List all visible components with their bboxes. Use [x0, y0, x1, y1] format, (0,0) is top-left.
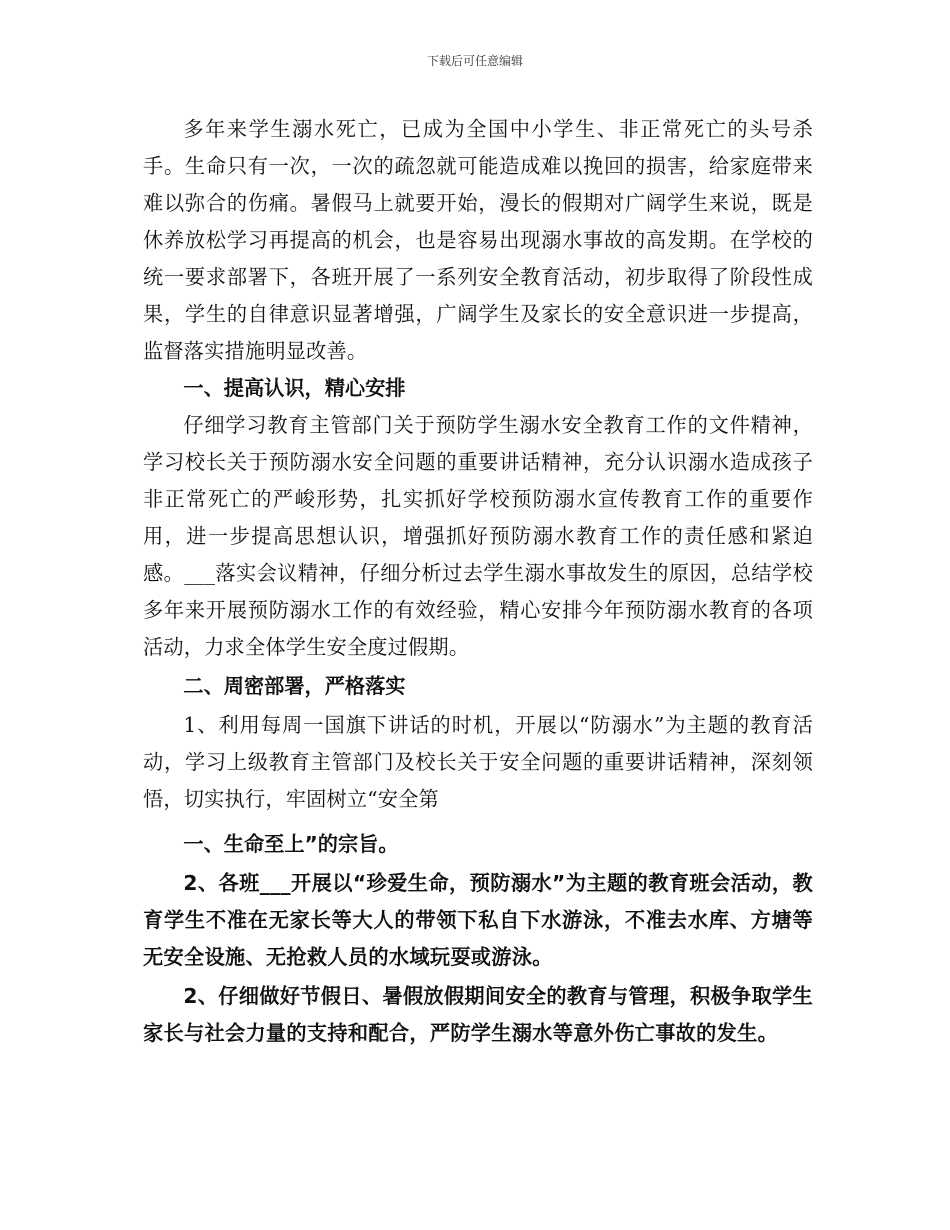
item-1-paragraph: 1、利用每周一国旗下讲话的时机，开展以“防溺水”为主题的教育活动，学习上级教育主管部门及校长关于安全问题的重要讲话精神，深刻领悟，切实执行，牢固树立“安全第	[143, 713, 813, 811]
item-2b-paragraph: 2、仔细做好节假日、暑假放假期间安全的教育与管理，积极争取学生家长与社会力量的支持和配合，严防学生溺水等意外伤亡事故的发生。	[143, 984, 813, 1045]
item-2a-paragraph: 2、各班___开展以“珍爱生命，预防溺水”为主题的教育班会活动，教育学生不准在无家长等大人的带领下私自下水游泳，不准去水库、方塘等无安全设施、无抢救人员的水域玩耍或游泳。	[143, 871, 813, 969]
document-body	[143, 111, 813, 1052]
intro-paragraph: 多年来学生溺水死亡，已成为全国中小学生、非正常死亡的头号杀手。生命只有一次，一次的疏忽就可能造成难以挽回的损害，给家庭带来难以弥合的伤痛。暑假马上就要开始，漫长的假期对广阔学生来说，既是休养放松学习再提高的机会，也是容易出现溺水事故的高发期。在学校的统一要求部署下，各班开展了一系列安全教育活动，初步取得了阶段性成果，学生的自律意识显著增强，广阔学生及家长的安全意识进一步提高，监督落实措施明显改善。	[143, 117, 813, 363]
page-header: 下载后可任意编辑	[426, 54, 523, 68]
item-1-continuation: 一、生命至上”的宗旨。	[183, 832, 399, 856]
section-1-paragraph: 仔细学习教育主管部门关于预防学生溺水安全教育工作的文件精神，学习校长关于预防溺水安全问题的重要讲话精神，充分认识溺水造成孩子非正常死亡的严峻形势，扎实抓好学校预防溺水宣传教育工作的重要作用，进一步提高思想认识，增强抓好预防溺水教育工作的责任感和紧迫感。___落实会议精神，仔细分析过去学生溺水事故发生的原因，总结学校多年来开展预防溺水工作的有效经验，精心安排今年预防溺水教育的各项活动，力求全体学生安全度过假期。	[143, 413, 813, 659]
section-2-heading: 二、周密部署，严格落实	[183, 674, 406, 698]
section-1-heading: 一、提高认识，精心安排	[183, 376, 406, 400]
